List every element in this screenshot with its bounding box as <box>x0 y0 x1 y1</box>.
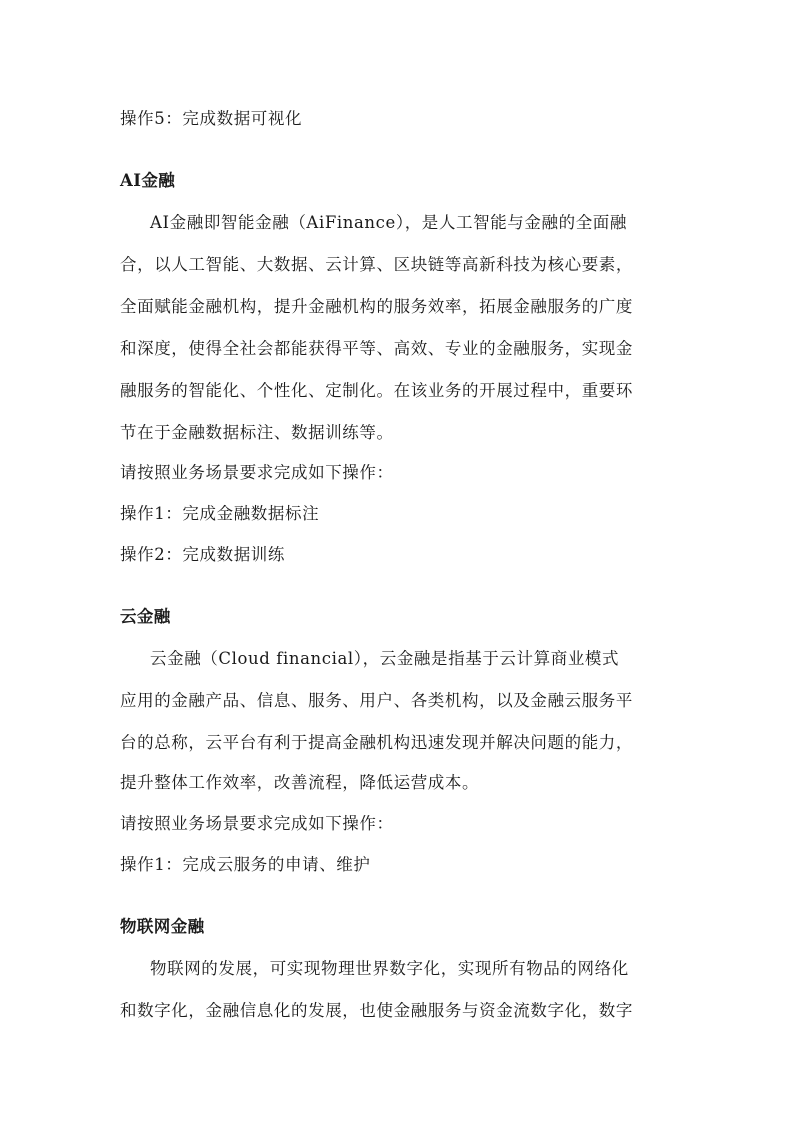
cloud-finance-heading: 云金融 <box>120 607 171 626</box>
paragraph-line: 合，以人工智能、大数据、云计算、区块链等高新科技为核心要素， <box>120 255 633 274</box>
paragraph-line: 提升整体工作效率，改善流程，降低运营成本。 <box>120 773 480 792</box>
paragraph-line: AI金融即智能金融（AiFinance），是人工智能与金融的全面融 <box>150 213 627 232</box>
paragraph-line: 云金融（Cloud financial），云金融是指基于云计算商业模式 <box>150 649 620 668</box>
paragraph-line: 台的总称，云平台有利于提高金融机构迅速发现并解决问题的能力， <box>120 733 633 752</box>
paragraph-line: 全面赋能金融机构，提升金融机构的服务效率，拓展金融服务的广度 <box>120 297 633 316</box>
operation-5-line: 操作5：完成数据可视化 <box>120 109 303 128</box>
iot-finance-heading: 物联网金融 <box>120 917 205 936</box>
cloud-instruction-line: 请按照业务场景要求完成如下操作： <box>120 814 394 833</box>
paragraph-line: 节在于金融数据标注、数据训练等。 <box>120 423 394 442</box>
paragraph-line: 和深度，使得全社会都能获得平等、高效、专业的金融服务，实现金 <box>120 339 633 358</box>
paragraph-line: 融服务的智能化、个性化、定制化。在该业务的开展过程中，重要环 <box>120 381 633 400</box>
paragraph-line: 应用的金融产品、信息、服务、用户、各类机构，以及金融云服务平 <box>120 691 633 710</box>
paragraph-line: 和数字化，金融信息化的发展，也使金融服务与资金流数字化，数字 <box>120 1001 633 1020</box>
ai-finance-heading: AI金融 <box>120 171 176 190</box>
ai-operation-2-line: 操作2：完成数据训练 <box>120 545 285 564</box>
ai-operation-1-line: 操作1：完成金融数据标注 <box>120 504 320 523</box>
ai-instruction-line: 请按照业务场景要求完成如下操作： <box>120 463 394 482</box>
cloud-operation-1-line: 操作1：完成云服务的申请、维护 <box>120 855 371 874</box>
paragraph-line: 物联网的发展，可实现物理世界数字化，实现所有物品的网络化 <box>150 959 629 978</box>
